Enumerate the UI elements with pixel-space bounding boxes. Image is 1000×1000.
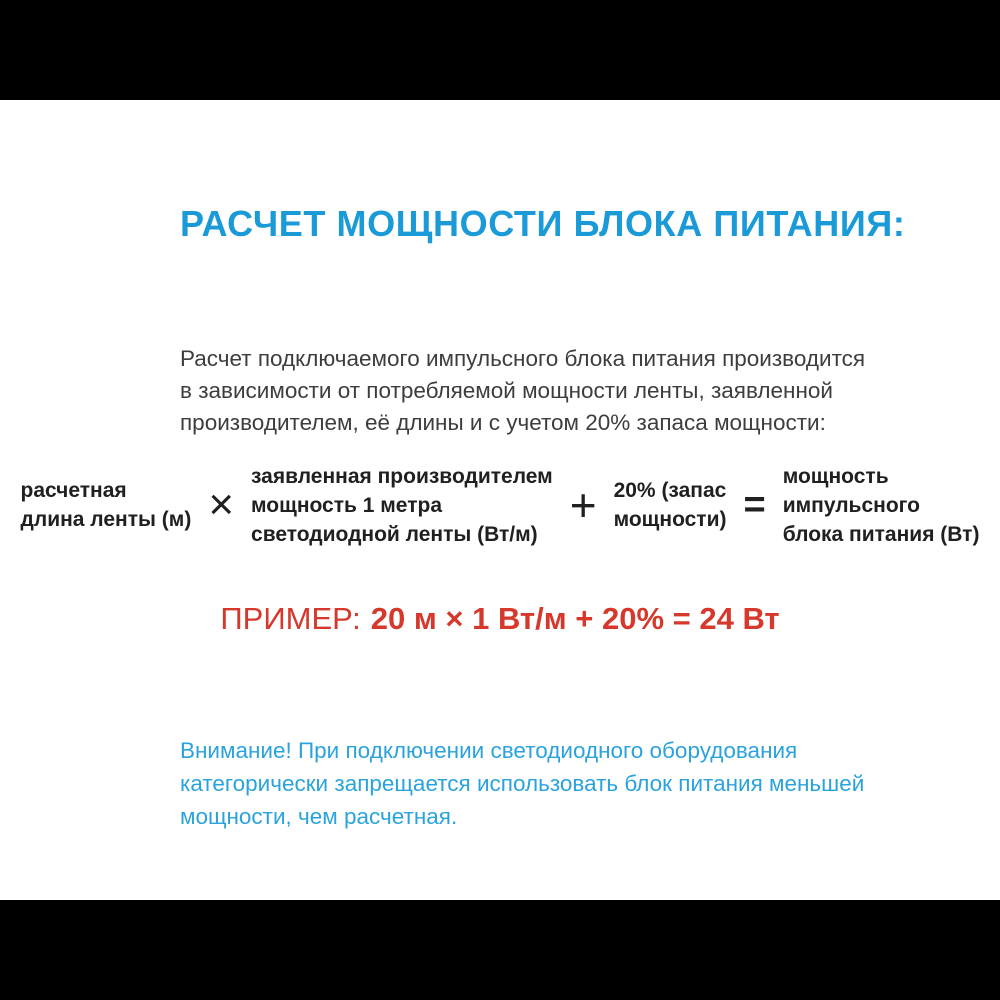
bottom-letterbox-bar (0, 900, 1000, 1000)
formula-term-line: мощность 1 метра (251, 493, 443, 517)
warning-line: мощности, чем расчетная. (180, 804, 458, 829)
top-letterbox-bar (0, 0, 1000, 100)
formula-term-strip-length (21, 476, 192, 534)
example-label: ПРИМЕР: (220, 601, 361, 636)
warning-line: категорически запрещается использовать блок питания меньшей (180, 771, 865, 796)
page-title: РАСЧЕТ МОЩНОСТИ БЛОКА ПИТАНИЯ: (180, 203, 906, 244)
plus-operator: + (569, 479, 597, 531)
multiply-operator: × (208, 480, 235, 529)
formula-term-result (783, 462, 980, 549)
formula-term-line: мощности) (613, 508, 727, 531)
warning-paragraph (180, 734, 864, 833)
formula-term-line: длина ленты (м) (20, 508, 192, 531)
intro-line: Расчет подключаемого импульсного блока питания производится (180, 346, 866, 371)
formula-term-power-per-meter (251, 462, 553, 549)
formula-term-line: светодиодной ленты (Вт/м) (251, 522, 538, 546)
formula-term-line: расчетная (20, 479, 127, 502)
example-line (0, 601, 1000, 637)
intro-paragraph (180, 343, 865, 439)
intro-line: в зависимости от потребляемой мощности ленты, заявленной (180, 378, 833, 403)
formula-term-line: блока питания (Вт) (782, 522, 980, 546)
formula-term-line: 20% (запас (613, 479, 727, 502)
formula-term-line: импульсного (782, 493, 920, 517)
formula-term-line: заявленная производителем (251, 464, 553, 488)
formula-row (0, 455, 1000, 555)
warning-line: Внимание! При подключении светодиодного оборудования (180, 738, 798, 763)
formula-term-power-reserve (614, 476, 727, 534)
intro-line: производителем, её длины и с учетом 20% запаса мощности: (180, 410, 826, 435)
formula-term-line: мощность (782, 464, 889, 488)
content-area (0, 100, 1000, 900)
example-formula: 20 м × 1 Вт/м + 20% = 24 Вт (370, 601, 780, 636)
equals-operator: = (743, 484, 766, 526)
